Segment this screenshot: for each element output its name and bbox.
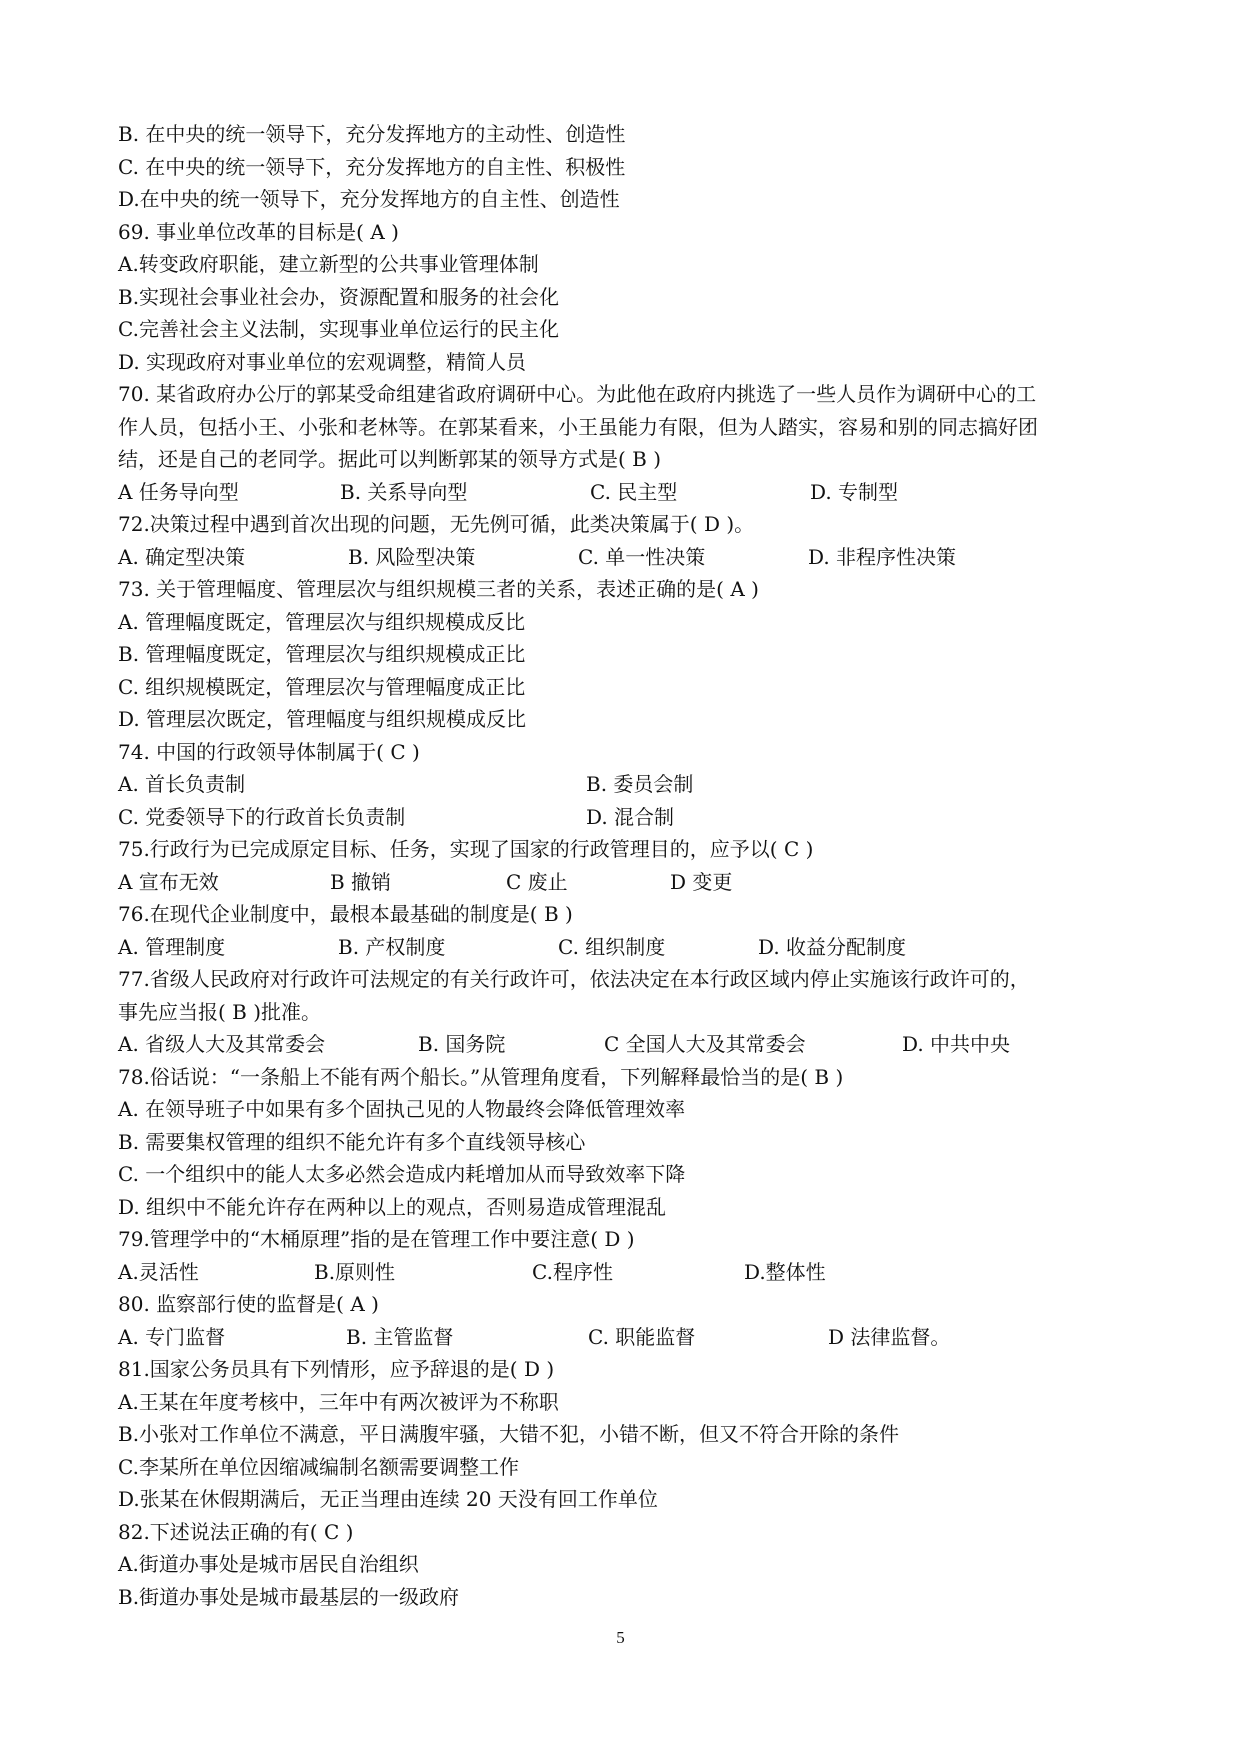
option-c: C. 单一性决策 (578, 544, 706, 569)
option-d: D.整体性 (744, 1259, 826, 1284)
question-80: 80. 监察部行使的监督是( A ) (118, 1292, 379, 1316)
option-line: B.实现社会事业社会办，资源配置和服务的社会化 (118, 284, 560, 309)
question-81: 81.国家公务员具有下列情形，应予辞退的是( D ) (118, 1357, 555, 1381)
options-row (118, 931, 1128, 964)
option-d: D. 非程序性决策 (808, 544, 957, 569)
options-row (118, 1256, 1128, 1289)
question-72: 72.决策过程中遇到首次出现的问题，无先例可循，此类决策属于( D )。 (118, 512, 755, 536)
question-78: 78.俗话说：“一条船上不能有两个船长。”从管理角度看，下列解释最恰当的是( B ) (118, 1064, 844, 1089)
option-c: C. 民主型 (590, 479, 678, 504)
question-70-cont: 结，还是自己的老同学。据此可以判断郭某的领导方式是( B ) (118, 447, 662, 471)
option-d: D. 收益分配制度 (758, 934, 907, 959)
option-line: D. 组织中不能允许存在两种以上的观点，否则易造成管理混乱 (118, 1194, 667, 1219)
question-82: 82.下述说法正确的有( C ) (118, 1519, 354, 1544)
option-d: D. 中共中央 (902, 1032, 1011, 1056)
option-line: B.街道办事处是城市最基层的一级政府 (118, 1584, 460, 1609)
option-c: C 废止 (506, 869, 568, 894)
option-a: A. 管理制度 (118, 934, 226, 959)
option-c: C 全国人大及其常委会 (604, 1032, 806, 1056)
question-75: 75.行政行为已完成原定目标、任务，实现了国家的行政管理目的，应予以( C ) (118, 837, 814, 861)
option-line: C.李某所在单位因缩减编制名额需要调整工作 (118, 1454, 519, 1479)
option-line: A. 在领导班子中如果有多个固执己见的人物最终会降低管理效率 (118, 1097, 686, 1121)
option-line: B.小张对工作单位不满意，平日满腹牢骚，大错不犯，小错不断，但又不符合开除的条件 (118, 1422, 900, 1446)
question-70: 70. 某省政府办公厅的郭某受命组建省政府调研中心。为此他在政府内挑选了一些人员作为调研中心的工 (118, 382, 1037, 406)
option-b: B. 关系导向型 (340, 479, 468, 504)
option-line: C. 组织规模既定，管理层次与管理幅度成正比 (118, 674, 526, 699)
option-line: C. 一个组织中的能人太多必然会造成内耗增加从而导致效率下降 (118, 1162, 686, 1186)
option-line: A. 管理幅度既定，管理层次与组织规模成反比 (118, 609, 526, 634)
question-79: 79.管理学中的“木桶原理”指的是在管理工作中要注意( D ) (118, 1227, 635, 1251)
question-74: 74. 中国的行政领导体制属于( C ) (118, 739, 420, 764)
option-a: A. 首长负责制 (118, 772, 246, 796)
options-row (118, 1028, 1128, 1061)
options-row (118, 866, 1128, 899)
option-a: A. 专门监督 (118, 1324, 226, 1349)
option-d: D. 专制型 (810, 479, 899, 504)
option-a: A.灵活性 (118, 1259, 199, 1284)
option-c: C. 职能监督 (588, 1324, 696, 1349)
question-77-cont: 事先应当报( B )批准。 (118, 999, 322, 1024)
option-line: C. 在中央的统一领导下，充分发挥地方的自主性、积极性 (118, 154, 626, 179)
option-line: D. 管理层次既定，管理幅度与组织规模成反比 (118, 707, 527, 731)
option-b: B. 主管监督 (346, 1324, 454, 1349)
options-row (118, 476, 1128, 509)
option-a: A 宣布无效 (118, 869, 219, 894)
options-row (118, 541, 1128, 574)
question-77: 77.省级人民政府对行政许可法规定的有关行政许可，依法决定在本行政区域内停止实施该行政许可的， (118, 967, 1030, 991)
question-text (118, 118, 1128, 1613)
option-d: D 法律监督。 (828, 1324, 951, 1349)
option-line: A.转变政府职能，建立新型的公共事业管理体制 (118, 252, 539, 276)
option-b: B. 风险型决策 (348, 544, 476, 569)
option-line: A.街道办事处是城市居民自治组织 (118, 1552, 419, 1576)
question-70-cont: 作人员，包括小王、小张和老林等。在郭某看来，小王虽能力有限，但为人踏实，容易和别的同志搞好团 (118, 414, 1038, 439)
options-row (118, 801, 1128, 834)
option-b: B.原则性 (314, 1259, 396, 1284)
option-b: B. 国务院 (418, 1032, 506, 1056)
option-c: C. 组织制度 (558, 934, 666, 959)
option-c: C. 党委领导下的行政首长负责制 (118, 804, 406, 829)
page-number: 5 (616, 1628, 625, 1647)
option-b: B. 产权制度 (338, 934, 446, 959)
option-d: D 变更 (670, 869, 733, 894)
question-69: 69. 事业单位改革的目标是( A ) (118, 219, 399, 244)
option-c: C.程序性 (532, 1259, 613, 1284)
options-row (118, 1321, 1128, 1354)
option-a: A. 确定型决策 (118, 544, 246, 569)
option-line: D. 实现政府对事业单位的宏观调整，精简人员 (118, 349, 527, 374)
option-line: B. 在中央的统一领导下，充分发挥地方的主动性、创造性 (118, 122, 626, 146)
option-line: D.张某在休假期满后，无正当理由连续 20 天没有回工作单位 (118, 1487, 658, 1511)
option-a: A 任务导向型 (118, 479, 239, 504)
options-row (118, 768, 1128, 801)
option-a: A. 省级人大及其常委会 (118, 1032, 326, 1056)
option-d: D. 混合制 (586, 804, 675, 829)
option-b: B 撤销 (330, 869, 392, 894)
option-line: D.在中央的统一领导下，充分发挥地方的自主性、创造性 (118, 187, 620, 211)
option-line: B. 需要集权管理的组织不能允许有多个直线领导核心 (118, 1129, 586, 1154)
option-line: B. 管理幅度既定，管理层次与组织规模成正比 (118, 642, 526, 666)
option-line: C.完善社会主义法制，实现事业单位运行的民主化 (118, 317, 559, 341)
question-73: 73. 关于管理幅度、管理层次与组织规模三者的关系，表述正确的是( A ) (118, 577, 759, 601)
question-76: 76.在现代企业制度中，最根本最基础的制度是( B ) (118, 902, 573, 926)
option-b: B. 委员会制 (586, 772, 694, 796)
option-line: A.王某在年度考核中，三年中有两次被评为不称职 (118, 1389, 559, 1414)
